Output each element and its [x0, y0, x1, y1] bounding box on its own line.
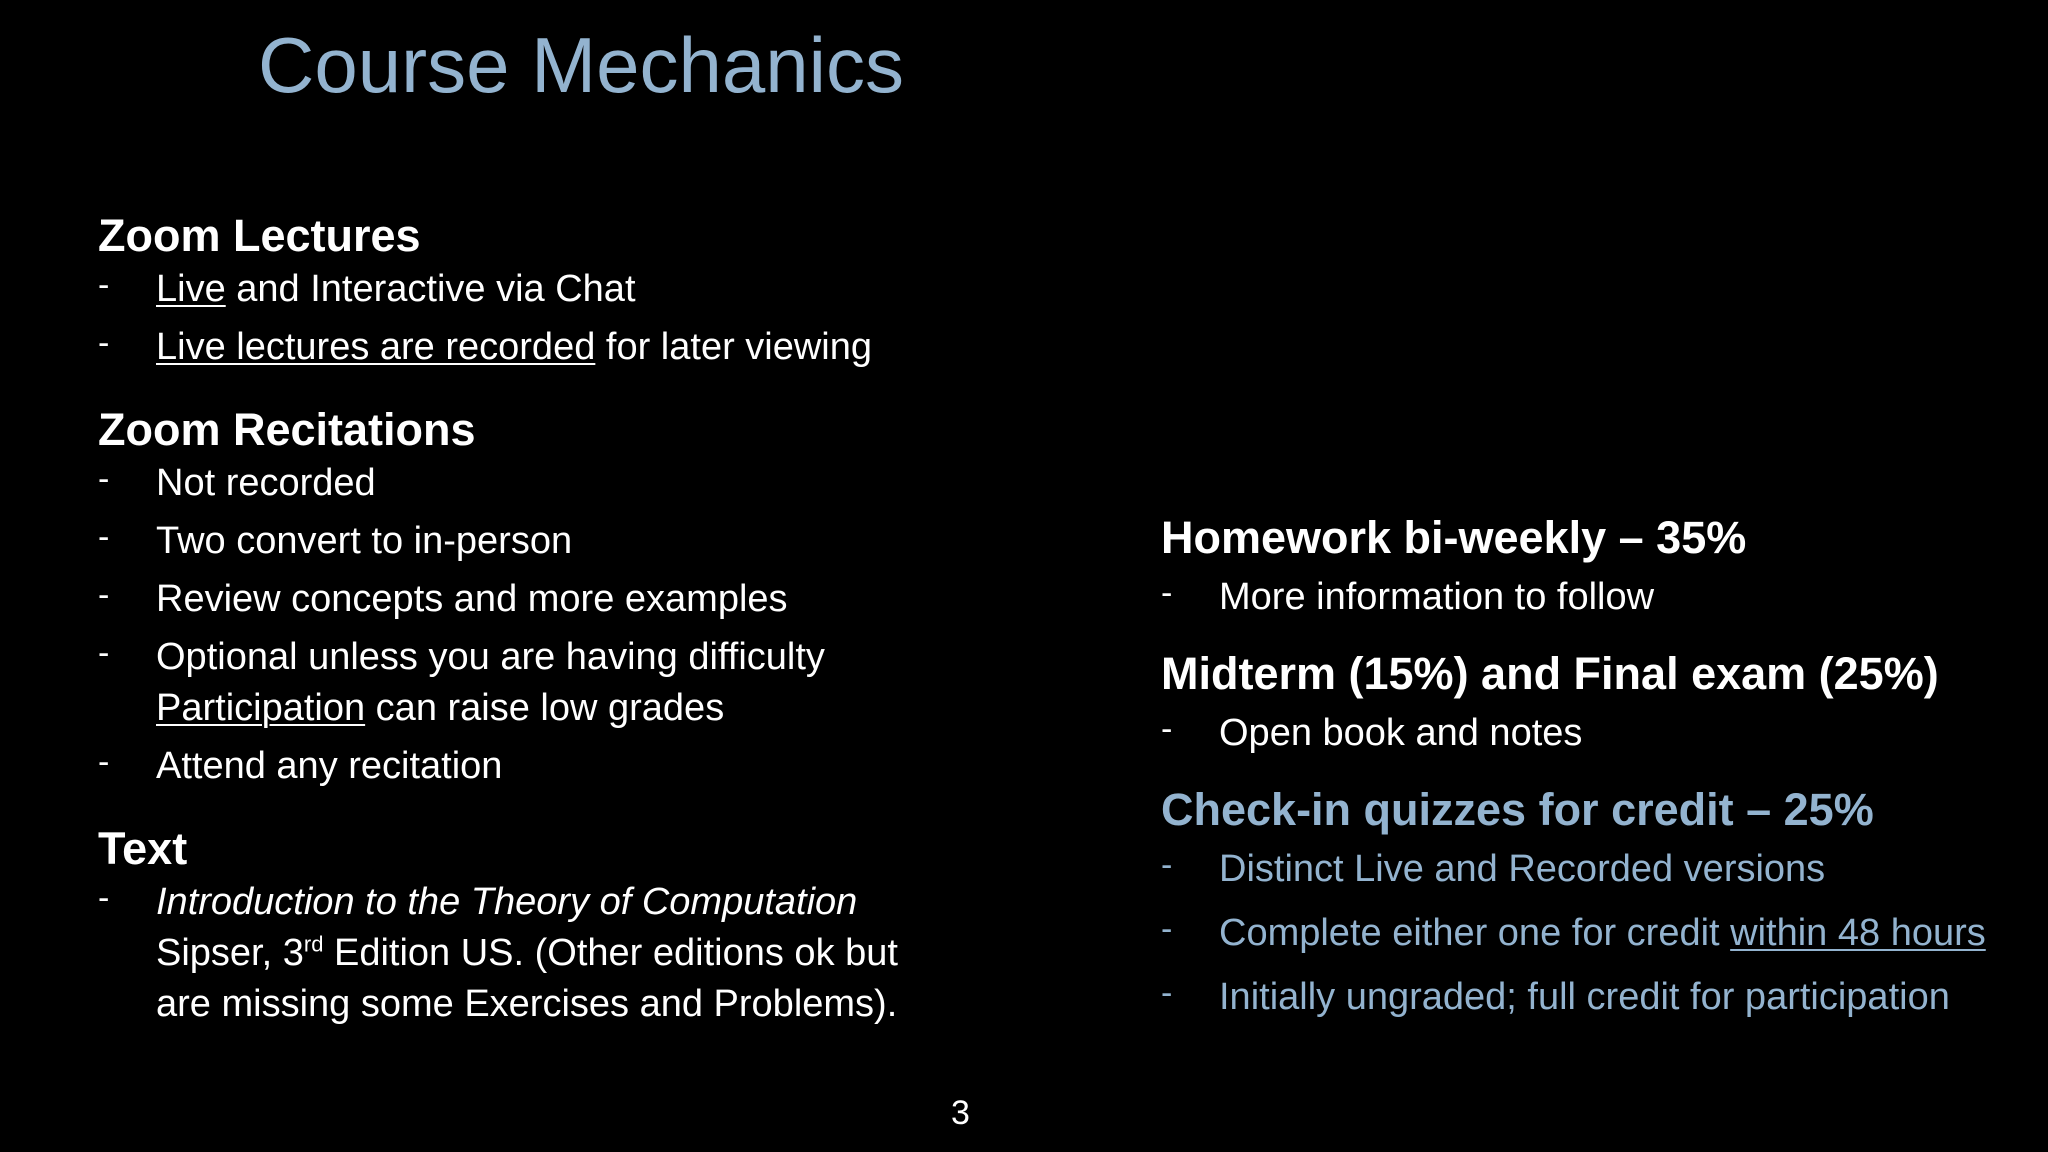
item-text: More information to follow: [1219, 576, 1655, 618]
zoom-lectures-heading: Zoom Lectures: [98, 210, 421, 261]
item-text: for later viewing: [595, 326, 873, 368]
zoom-lectures-list: [98, 264, 958, 373]
list-item: [1161, 908, 2041, 959]
book-title: Introduction to the Theory of Computation: [156, 881, 858, 923]
exams-heading: Midterm (15%) and Final exam (25%): [1161, 648, 1939, 699]
right-column: [1161, 510, 2041, 1036]
page-number: 3: [951, 1094, 970, 1132]
item-text: Distinct Live and Recorded versions: [1219, 848, 1826, 890]
deadline-text: within 48 hours: [1730, 912, 1986, 954]
item-text: Two convert to in-person: [156, 520, 573, 562]
item-text: Edition US. (Other editions ok but: [323, 932, 898, 974]
list-item: [98, 458, 958, 509]
list-item: [98, 877, 958, 1030]
list-item: [1161, 572, 2041, 623]
bullet-dash: -: [98, 634, 110, 672]
bullet-dash: -: [98, 576, 110, 614]
zoom-recitations-heading: Zoom Recitations: [98, 404, 476, 455]
bullet-dash: -: [98, 460, 110, 498]
homework-list: [1161, 572, 2041, 623]
exams-list: [1161, 708, 2041, 759]
item-text: Sipser, 3: [156, 932, 304, 974]
item-text: and Interactive via Chat: [225, 268, 636, 310]
item-text: Attend any recitation: [156, 745, 503, 787]
bullet-dash: -: [98, 743, 110, 781]
list-item: [1161, 844, 2041, 895]
item-text: are missing some Exercises and Problems).: [156, 983, 898, 1025]
zoom-recitations-list: [98, 458, 958, 792]
list-item: [98, 741, 958, 792]
item-text: Not recorded: [156, 462, 376, 504]
list-item: [98, 322, 958, 373]
bullet-dash: -: [98, 879, 110, 917]
bullet-dash: -: [1161, 910, 1173, 948]
item-text: Review concepts and more examples: [156, 578, 788, 620]
bullet-dash: -: [98, 266, 110, 304]
list-item: [98, 632, 958, 734]
list-item: [1161, 972, 2041, 1023]
item-text: Complete either one for credit: [1219, 912, 1731, 954]
text-list: [98, 877, 958, 1030]
slide-title: Course Mechanics: [258, 21, 904, 109]
text-heading: Text: [98, 823, 188, 874]
participation-text: Participation: [156, 687, 366, 729]
item-text: Optional unless you are having difficulty: [156, 636, 825, 678]
bullet-dash: -: [1161, 974, 1173, 1012]
bullet-dash: -: [1161, 846, 1173, 884]
recorded-link-text: Live lectures are recorded: [156, 326, 596, 368]
live-link-text: Live: [156, 268, 226, 310]
bullet-dash: -: [1161, 574, 1173, 612]
quizzes-list: [1161, 844, 2041, 1023]
item-text: can raise low grades: [365, 687, 725, 729]
superscript: rd: [303, 931, 324, 957]
list-item: [98, 574, 958, 625]
bullet-dash: -: [98, 518, 110, 556]
list-item: [1161, 708, 2041, 759]
bullet-dash: -: [1161, 710, 1173, 748]
bullet-dash: -: [98, 324, 110, 362]
list-item: [98, 516, 958, 567]
homework-heading: Homework bi-weekly – 35%: [1161, 512, 1747, 563]
quizzes-heading: Check-in quizzes for credit – 25%: [1161, 784, 1874, 835]
left-column: [98, 208, 958, 1037]
item-text: Initially ungraded; full credit for participation: [1219, 976, 1950, 1018]
list-item: [98, 264, 958, 315]
item-text: Open book and notes: [1219, 712, 1583, 754]
